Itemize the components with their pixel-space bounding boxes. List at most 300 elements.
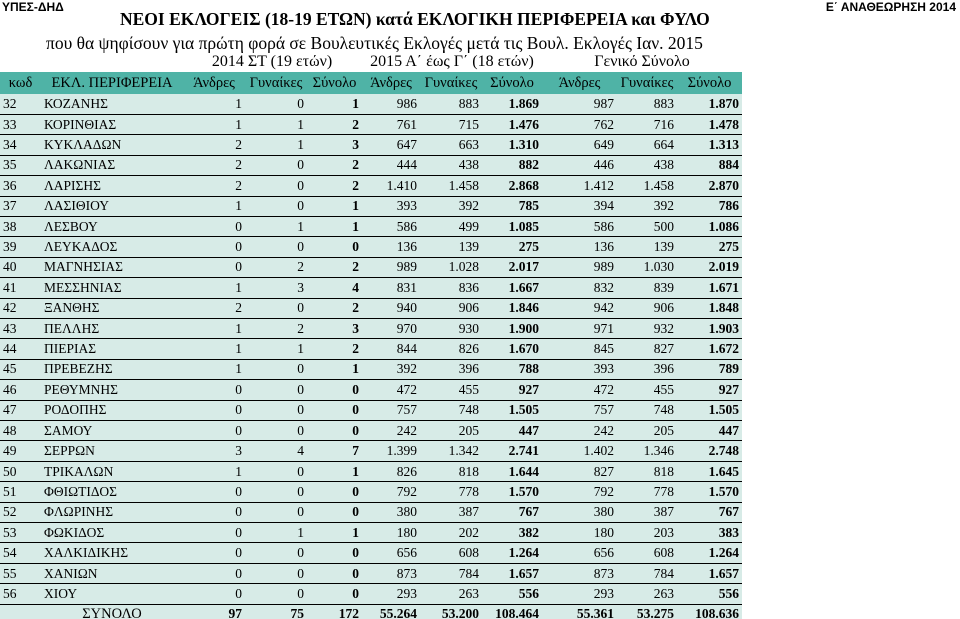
- total-2014: 0: [307, 380, 362, 400]
- region-name: ΞΑΝΘΗΣ: [41, 298, 183, 318]
- col-header-total-2015: Σύνολο: [490, 75, 534, 91]
- men-2014: 2: [183, 298, 245, 318]
- region-code: 43: [0, 318, 41, 338]
- men-all: 1.402: [542, 441, 617, 461]
- men-all: 394: [542, 196, 617, 216]
- col-header-women-2015: Γυναίκες: [424, 75, 478, 91]
- women-2014: 4: [245, 441, 307, 461]
- men-all: 136: [542, 237, 617, 257]
- total-all: 1.264: [677, 543, 742, 563]
- women-all: 883: [617, 94, 677, 114]
- total-2014: 0: [307, 421, 362, 441]
- men-2014: 0: [183, 380, 245, 400]
- men-2015: 831: [362, 278, 420, 298]
- region-name: ΠΙΕΡΙΑΣ: [41, 339, 183, 359]
- total-all: 2.019: [677, 257, 742, 277]
- men-all: 472: [542, 380, 617, 400]
- women-2014: 0: [245, 196, 307, 216]
- total-all: 927: [677, 380, 742, 400]
- men-all: 380: [542, 502, 617, 522]
- men-2014: 0: [183, 523, 245, 543]
- women-2014: 0: [245, 380, 307, 400]
- region-name: ΤΡΙΚΑΛΩΝ: [41, 461, 183, 481]
- total-2015: 382: [482, 523, 542, 543]
- total-2015: 1.644: [482, 461, 542, 481]
- region-name: ΠΡΕΒΕΖΗΣ: [41, 359, 183, 379]
- men-2015: 826: [362, 461, 420, 481]
- women-all: 438: [617, 155, 677, 175]
- table-row: [0, 196, 742, 216]
- women-all: 263: [617, 584, 677, 604]
- page-title: ΝΕΟΙ ΕΚΛΟΓΕΙΣ (18-19 ΕΤΩΝ) κατά ΕΚΛΟΓΙΚΗ ΠΕΡΙΦΕΡΕΙΑ και ΦΥΛΟ: [120, 9, 710, 29]
- men-2014: 1: [183, 196, 245, 216]
- table-row: [0, 339, 742, 359]
- col-header-women-all: Γυναίκες: [620, 75, 674, 91]
- total-all: 786: [677, 196, 742, 216]
- men-all: 656: [542, 543, 617, 563]
- men-all: 942: [542, 298, 617, 318]
- table-row: [0, 380, 742, 400]
- region-code: 51: [0, 482, 41, 502]
- men-all: 989: [542, 257, 617, 277]
- agency-label: ΥΠΕΣ-ΔΗΔ: [2, 0, 64, 14]
- total-2015: 927: [482, 380, 542, 400]
- women-2014: 2: [245, 257, 307, 277]
- total-2015: 1.667: [482, 278, 542, 298]
- total-all: 1.086: [677, 216, 742, 236]
- men-2015: 472: [362, 380, 420, 400]
- women-2015: 396: [420, 359, 482, 379]
- men-all: 827: [542, 461, 617, 481]
- col-header-total-all: Σύνολο: [687, 75, 732, 91]
- men-all: 242: [542, 421, 617, 441]
- total-2015: 1.670: [482, 339, 542, 359]
- men-2015: 844: [362, 339, 420, 359]
- men-2014: 2: [183, 176, 245, 196]
- women-2014: 0: [245, 94, 307, 114]
- men-2014: 1: [183, 94, 245, 114]
- total-all: 1.570: [677, 482, 742, 502]
- total-all: 383: [677, 523, 742, 543]
- women-2014: 1: [245, 339, 307, 359]
- total-2014: 3: [307, 135, 362, 155]
- region-code: 47: [0, 400, 41, 420]
- total-all: 1.478: [677, 114, 742, 134]
- men-2014: 0: [183, 482, 245, 502]
- men-2014: 1: [183, 339, 245, 359]
- total-2015: 1.310: [482, 135, 542, 155]
- women-all: 392: [617, 196, 677, 216]
- women-2015: 202: [420, 523, 482, 543]
- total-2015: 1.085: [482, 216, 542, 236]
- men-2015: 380: [362, 502, 420, 522]
- women-2015: 205: [420, 421, 482, 441]
- men-all: 180: [542, 523, 617, 543]
- table-row: [0, 176, 742, 196]
- total-2014: 2: [307, 155, 362, 175]
- total-all: 1.870: [677, 94, 742, 114]
- women-2015: 883: [420, 94, 482, 114]
- revision-label: Ε΄ ΑΝΑΘΕΩΡΗΣΗ 2014: [825, 0, 956, 14]
- women-2015: 499: [420, 216, 482, 236]
- region-code: 49: [0, 441, 41, 461]
- region-code: 54: [0, 543, 41, 563]
- total-all: 767: [677, 502, 742, 522]
- women-all: 906: [617, 298, 677, 318]
- table-body: [0, 94, 742, 619]
- men-2014: 0: [183, 216, 245, 236]
- women-2015: 139: [420, 237, 482, 257]
- women-all: 203: [617, 523, 677, 543]
- region-code: 39: [0, 237, 41, 257]
- total-2014: 2: [307, 339, 362, 359]
- total-all: 1.848: [677, 298, 742, 318]
- region-name: ΛΑΡΙΣΗΣ: [41, 176, 183, 196]
- men-all: 649: [542, 135, 617, 155]
- women-2015: 818: [420, 461, 482, 481]
- women-2015: 1.458: [420, 176, 482, 196]
- total-2015: 2.017: [482, 257, 542, 277]
- men-all: 293: [542, 584, 617, 604]
- total-2014: 1: [307, 359, 362, 379]
- men-2014: 0: [183, 257, 245, 277]
- total-total-2014: 172: [307, 604, 362, 619]
- women-2015: 748: [420, 400, 482, 420]
- region-name: ΛΑΣΙΘΙΟΥ: [41, 196, 183, 216]
- men-all: 757: [542, 400, 617, 420]
- men-all: 873: [542, 563, 617, 583]
- men-2014: 0: [183, 400, 245, 420]
- total-2014: 0: [307, 482, 362, 502]
- region-code: 36: [0, 176, 41, 196]
- men-2015: 757: [362, 400, 420, 420]
- region-name: ΛΕΥΚΑΔΟΣ: [41, 237, 183, 257]
- table-row: [0, 94, 742, 114]
- region-code: 35: [0, 155, 41, 175]
- total-region-code: [0, 604, 41, 619]
- total-2015: 1.505: [482, 400, 542, 420]
- region-code: 33: [0, 114, 41, 134]
- men-2014: 0: [183, 584, 245, 604]
- total-2015: 767: [482, 502, 542, 522]
- region-name: ΜΑΓΝΗΣΙΑΣ: [41, 257, 183, 277]
- table-row: [0, 563, 742, 583]
- total-all: 1.672: [677, 339, 742, 359]
- women-2014: 2: [245, 318, 307, 338]
- men-2015: 647: [362, 135, 420, 155]
- total-all: 2.870: [677, 176, 742, 196]
- total-women-all: 53.275: [617, 604, 677, 619]
- total-2015: 785: [482, 196, 542, 216]
- total-all: 1.505: [677, 400, 742, 420]
- women-2014: 0: [245, 584, 307, 604]
- region-name: ΧΙΟΥ: [41, 584, 183, 604]
- women-all: 1.346: [617, 441, 677, 461]
- women-2015: 784: [420, 563, 482, 583]
- men-2014: 0: [183, 421, 245, 441]
- region-name: ΜΕΣΣΗΝΙΑΣ: [41, 278, 183, 298]
- total-2014: 0: [307, 237, 362, 257]
- women-all: 139: [617, 237, 677, 257]
- total-2014: 1: [307, 461, 362, 481]
- women-2014: 0: [245, 176, 307, 196]
- region-code: 45: [0, 359, 41, 379]
- men-all: 393: [542, 359, 617, 379]
- region-code: 37: [0, 196, 41, 216]
- women-2015: 1.342: [420, 441, 482, 461]
- region-name: ΚΟΖΑΝΗΣ: [41, 94, 183, 114]
- men-2015: 1.410: [362, 176, 420, 196]
- region-code: 42: [0, 298, 41, 318]
- region-code: 38: [0, 216, 41, 236]
- women-all: 932: [617, 318, 677, 338]
- men-2014: 2: [183, 155, 245, 175]
- women-2015: 608: [420, 543, 482, 563]
- col-header-men-2015: Άνδρες: [370, 75, 412, 91]
- women-2014: 0: [245, 461, 307, 481]
- total-2014: 0: [307, 400, 362, 420]
- region-code: 50: [0, 461, 41, 481]
- region-code: 34: [0, 135, 41, 155]
- total-all: 1.657: [677, 563, 742, 583]
- women-2015: 930: [420, 318, 482, 338]
- col-header-men-all: Άνδρες: [558, 75, 601, 91]
- total-2014: 1: [307, 196, 362, 216]
- men-2015: 792: [362, 482, 420, 502]
- women-all: 500: [617, 216, 677, 236]
- region-code: 53: [0, 523, 41, 543]
- total-2014: 0: [307, 543, 362, 563]
- total-2015: 1.476: [482, 114, 542, 134]
- women-2014: 0: [245, 543, 307, 563]
- men-2015: 986: [362, 94, 420, 114]
- region-code: 56: [0, 584, 41, 604]
- total-2014: 0: [307, 584, 362, 604]
- region-name: ΛΕΣΒΟΥ: [41, 216, 183, 236]
- men-2015: 873: [362, 563, 420, 583]
- region-name: ΦΩΚΙΔΟΣ: [41, 523, 183, 543]
- women-2014: 3: [245, 278, 307, 298]
- men-2015: 970: [362, 318, 420, 338]
- women-2015: 392: [420, 196, 482, 216]
- men-2015: 242: [362, 421, 420, 441]
- table-row: [0, 584, 742, 604]
- total-men-all: 55.361: [542, 604, 617, 619]
- region-code: 46: [0, 380, 41, 400]
- column-header-row: [0, 72, 742, 94]
- total-all: 2.748: [677, 441, 742, 461]
- total-2015: 2.868: [482, 176, 542, 196]
- total-total-all: 108.636: [677, 604, 742, 619]
- women-all: 748: [617, 400, 677, 420]
- women-all: 455: [617, 380, 677, 400]
- total-all: 884: [677, 155, 742, 175]
- total-total-2015: 108.464: [482, 604, 542, 619]
- col-header-women-2014: Γυναίκες: [249, 75, 303, 91]
- men-all: 832: [542, 278, 617, 298]
- table-row: [0, 318, 742, 338]
- col-header-total-2014: Σύνολο: [312, 75, 357, 91]
- table-row: [0, 441, 742, 461]
- men-2014: 0: [183, 502, 245, 522]
- col-header-region: ΕΚΛ. ΠΕΡΙΦΕΡΕΙΑ: [51, 75, 173, 91]
- table-row: [0, 482, 742, 502]
- region-code: 32: [0, 94, 41, 114]
- total-2015: 1.657: [482, 563, 542, 583]
- men-2015: 392: [362, 359, 420, 379]
- total-men-2015: 55.264: [362, 604, 420, 619]
- total-region-name: ΣΥΝΟΛΟ: [41, 604, 183, 619]
- table-row: [0, 135, 742, 155]
- total-2015: 2.741: [482, 441, 542, 461]
- women-2015: 836: [420, 278, 482, 298]
- men-all: 1.412: [542, 176, 617, 196]
- women-all: 818: [617, 461, 677, 481]
- men-2015: 761: [362, 114, 420, 134]
- region-code: 55: [0, 563, 41, 583]
- total-2014: 0: [307, 563, 362, 583]
- region-name: ΣΕΡΡΩΝ: [41, 441, 183, 461]
- total-2015: 1.570: [482, 482, 542, 502]
- total-2014: 0: [307, 502, 362, 522]
- men-2015: 586: [362, 216, 420, 236]
- region-name: ΧΑΛΚΙΔΙΚΗΣ: [41, 543, 183, 563]
- total-women-2014: 75: [245, 604, 307, 619]
- total-2014: 7: [307, 441, 362, 461]
- total-all: 1.903: [677, 318, 742, 338]
- women-2015: 663: [420, 135, 482, 155]
- men-2014: 3: [183, 441, 245, 461]
- total-all: 447: [677, 421, 742, 441]
- table-row: [0, 523, 742, 543]
- total-2015: 882: [482, 155, 542, 175]
- total-2014: 1: [307, 216, 362, 236]
- women-all: 387: [617, 502, 677, 522]
- group-header-2014: 2014 ΣΤ (19 ετών): [211, 53, 333, 70]
- table-row: [0, 278, 742, 298]
- total-2015: 1.846: [482, 298, 542, 318]
- men-all: 446: [542, 155, 617, 175]
- col-header-code: κωδ: [8, 75, 33, 91]
- table-row: [0, 155, 742, 175]
- men-2015: 940: [362, 298, 420, 318]
- total-men-2014: 97: [183, 604, 245, 619]
- men-all: 845: [542, 339, 617, 359]
- men-all: 987: [542, 94, 617, 114]
- region-code: 44: [0, 339, 41, 359]
- group-header-2015: 2015 Α΄ έως Γ΄ (18 ετών): [370, 53, 534, 70]
- women-2014: 0: [245, 502, 307, 522]
- men-2015: 293: [362, 584, 420, 604]
- region-name: ΣΑΜΟΥ: [41, 421, 183, 441]
- men-2014: 1: [183, 114, 245, 134]
- women-2015: 1.028: [420, 257, 482, 277]
- women-2014: 1: [245, 216, 307, 236]
- women-all: 827: [617, 339, 677, 359]
- men-2014: 0: [183, 563, 245, 583]
- total-2014: 2: [307, 298, 362, 318]
- table-row: [0, 400, 742, 420]
- region-code: 40: [0, 257, 41, 277]
- table-row: [0, 216, 742, 236]
- men-2014: 1: [183, 359, 245, 379]
- women-2014: 0: [245, 482, 307, 502]
- total-2015: 1.264: [482, 543, 542, 563]
- region-name: ΚΥΚΛΑΔΩΝ: [41, 135, 183, 155]
- total-all: 1.313: [677, 135, 742, 155]
- women-2014: 1: [245, 135, 307, 155]
- men-2014: 1: [183, 278, 245, 298]
- group-header-total: Γενικό Σύνολο: [594, 53, 690, 70]
- region-name: ΛΑΚΩΝΙΑΣ: [41, 155, 183, 175]
- total-2014: 2: [307, 257, 362, 277]
- men-2015: 1.399: [362, 441, 420, 461]
- region-name: ΡΟΔΟΠΗΣ: [41, 400, 183, 420]
- total-2014: 1: [307, 523, 362, 543]
- total-2014: 2: [307, 176, 362, 196]
- men-2015: 136: [362, 237, 420, 257]
- region-name: ΦΘΙΩΤΙΔΟΣ: [41, 482, 183, 502]
- women-2014: 0: [245, 298, 307, 318]
- women-2014: 0: [245, 237, 307, 257]
- total-women-2015: 53.200: [420, 604, 482, 619]
- total-2015: 1.869: [482, 94, 542, 114]
- table-row: [0, 502, 742, 522]
- men-2015: 393: [362, 196, 420, 216]
- region-name: ΦΛΩΡΙΝΗΣ: [41, 502, 183, 522]
- total-2015: 788: [482, 359, 542, 379]
- men-all: 792: [542, 482, 617, 502]
- women-2014: 1: [245, 114, 307, 134]
- men-2014: 0: [183, 543, 245, 563]
- women-all: 839: [617, 278, 677, 298]
- table-row: [0, 359, 742, 379]
- women-2014: 1: [245, 523, 307, 543]
- region-code: 52: [0, 502, 41, 522]
- total-2015: 556: [482, 584, 542, 604]
- men-2015: 656: [362, 543, 420, 563]
- data-table: [0, 94, 742, 619]
- women-2014: 0: [245, 400, 307, 420]
- table-row: [0, 114, 742, 134]
- total-2015: 447: [482, 421, 542, 441]
- men-2015: 180: [362, 523, 420, 543]
- total-2014: 1: [307, 94, 362, 114]
- table-row: [0, 298, 742, 318]
- women-2015: 263: [420, 584, 482, 604]
- women-2014: 0: [245, 563, 307, 583]
- men-2014: 1: [183, 318, 245, 338]
- men-2014: 2: [183, 135, 245, 155]
- col-header-men-2014: Άνδρες: [193, 75, 235, 91]
- total-all: 556: [677, 584, 742, 604]
- women-all: 784: [617, 563, 677, 583]
- region-code: 48: [0, 421, 41, 441]
- women-all: 608: [617, 543, 677, 563]
- women-2014: 0: [245, 359, 307, 379]
- men-all: 586: [542, 216, 617, 236]
- women-all: 205: [617, 421, 677, 441]
- table-row: [0, 237, 742, 257]
- men-2015: 989: [362, 257, 420, 277]
- total-2015: 275: [482, 237, 542, 257]
- women-2015: 906: [420, 298, 482, 318]
- total-2014: 2: [307, 114, 362, 134]
- total-all: 275: [677, 237, 742, 257]
- total-all: 789: [677, 359, 742, 379]
- table-row: [0, 257, 742, 277]
- total-2015: 1.900: [482, 318, 542, 338]
